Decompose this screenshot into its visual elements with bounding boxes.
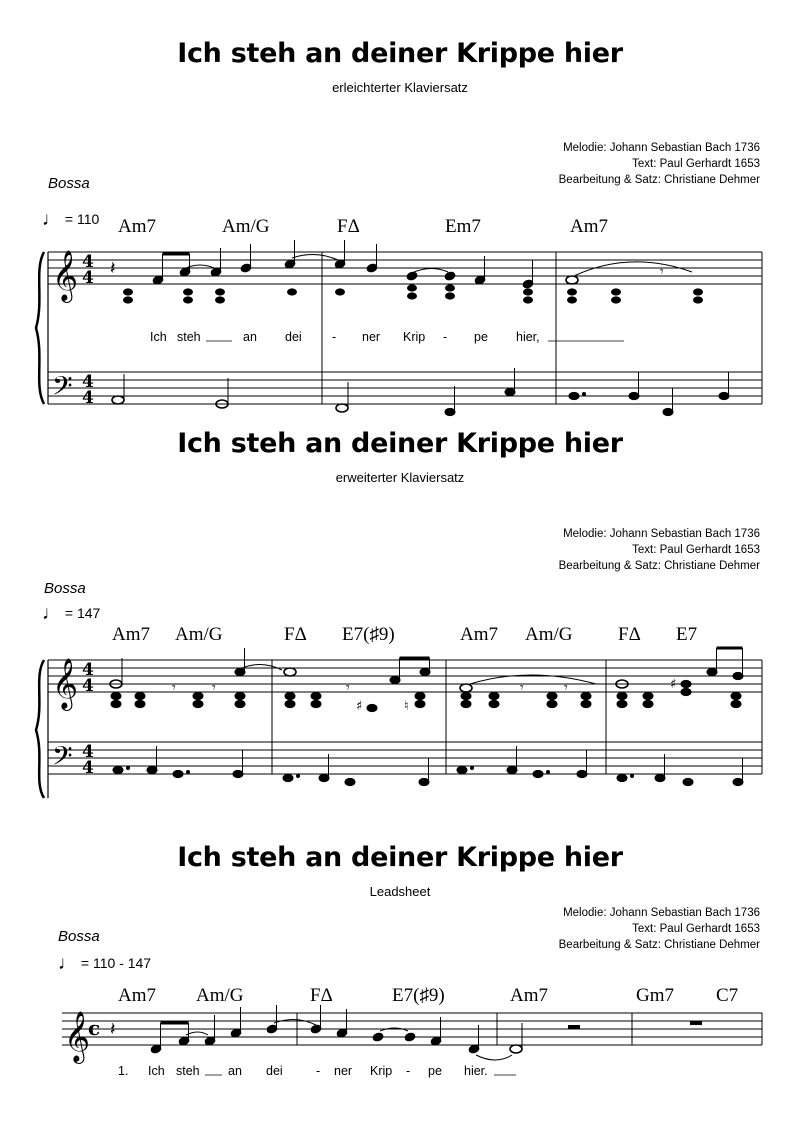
lyric-syllable: - bbox=[443, 330, 448, 344]
chord-symbol: FΔ bbox=[618, 624, 641, 645]
svg-text:4: 4 bbox=[82, 676, 94, 696]
lyric-syllable: hier. bbox=[464, 1064, 488, 1078]
chord-symbol: Gm7 bbox=[636, 985, 674, 1006]
accompaniment-chords bbox=[123, 284, 703, 303]
chord-symbol: E7(♯9) bbox=[392, 985, 445, 1006]
treble-notes bbox=[110, 240, 692, 289]
section3-tempo bbox=[58, 952, 151, 974]
chord-symbol: Am/G bbox=[222, 216, 270, 237]
quarter-note-icon: ♩ bbox=[42, 603, 61, 624]
section1-tempo-value: = 110 bbox=[64, 211, 100, 227]
verse-number: 1. bbox=[118, 1064, 129, 1078]
lyric-syllable: steh bbox=[176, 1064, 200, 1078]
lyric-syllable: Krip bbox=[370, 1064, 393, 1078]
section1-lyrics bbox=[150, 330, 624, 344]
lyric-syllable: ner bbox=[362, 330, 381, 344]
section1-subtitle: erleichterter Klaviersatz bbox=[332, 80, 468, 95]
credit-arrangement: Bearbeitung & Satz: Christiane Dehmer bbox=[558, 174, 760, 186]
lyric-syllable: dei bbox=[266, 1064, 283, 1078]
credit-arrangement: Bearbeitung & Satz: Christiane Dehmer bbox=[558, 939, 760, 951]
section2-title: Ich steh an deiner Krippe hier bbox=[177, 428, 623, 459]
credit-melody: Melodie: Johann Sebastian Bach 1736 bbox=[563, 528, 760, 540]
section3-tempo-value: = 110 - 147 bbox=[80, 955, 152, 971]
quarter-note-icon: ♩ bbox=[42, 209, 61, 230]
lyric-syllable: ner bbox=[334, 1064, 353, 1078]
svg-text:𝄾: 𝄾 bbox=[212, 680, 216, 696]
bass-notes bbox=[112, 368, 729, 416]
treble-clef-icon: 𝄞 bbox=[52, 250, 79, 301]
lyric-syllable: pe bbox=[428, 1064, 442, 1078]
svg-text:𝄾: 𝄾 bbox=[660, 264, 664, 280]
svg-text:𝄽: 𝄽 bbox=[110, 258, 116, 279]
time-signature bbox=[82, 660, 94, 778]
chord-symbol: E7 bbox=[676, 624, 698, 645]
section3-credits bbox=[559, 905, 760, 953]
lyric-syllable: Ich bbox=[148, 1064, 165, 1078]
lyric-syllable: - bbox=[406, 1064, 411, 1078]
svg-text:𝄾: 𝄾 bbox=[172, 680, 176, 696]
chord-symbol: FΔ bbox=[337, 216, 360, 237]
section2-subtitle: erweiterter Klaviersatz bbox=[335, 470, 465, 485]
svg-text:♯: ♯ bbox=[356, 699, 363, 714]
section3-lyrics bbox=[118, 1064, 516, 1078]
brace-icon bbox=[36, 252, 44, 404]
credit-arrangement: Bearbeitung & Satz: Christiane Dehmer bbox=[558, 560, 760, 572]
lyric-syllable: pe bbox=[474, 330, 488, 344]
lyric-syllable: steh bbox=[177, 330, 201, 344]
lyric-syllable: Krip bbox=[403, 330, 426, 344]
treble-clef-icon: 𝄞 bbox=[64, 1011, 91, 1062]
chord-symbol: Am7 bbox=[510, 985, 548, 1006]
section2-style: Bossa bbox=[44, 580, 86, 597]
lyric-syllable: an bbox=[243, 330, 257, 344]
section3-subtitle: Leadsheet bbox=[369, 884, 431, 899]
chord-symbol: C7 bbox=[716, 985, 739, 1006]
chord-symbol: Am/G bbox=[196, 985, 244, 1006]
quarter-note-icon: ♩ bbox=[58, 953, 77, 974]
section2-credits bbox=[559, 526, 760, 574]
svg-text:4: 4 bbox=[82, 742, 94, 762]
section2-tempo-value: = 147 bbox=[64, 605, 101, 621]
chord-symbol: Am7 bbox=[460, 624, 498, 645]
svg-text:4: 4 bbox=[82, 758, 94, 778]
section1-style: Bossa bbox=[48, 175, 90, 192]
chord-symbol: Am/G bbox=[175, 624, 223, 645]
section3-style: Bossa bbox=[58, 928, 100, 945]
svg-text:𝄾: 𝄾 bbox=[346, 680, 350, 696]
chord-symbol: Am/G bbox=[525, 624, 573, 645]
lyric-syllable: an bbox=[228, 1064, 242, 1078]
section1-piano-system bbox=[0, 210, 800, 410]
lyric-syllable: hier, bbox=[516, 330, 540, 344]
credit-text: Text: Paul Gerhardt 1653 bbox=[632, 544, 760, 556]
section1-credits bbox=[559, 140, 760, 188]
chord-symbol: Em7 bbox=[445, 216, 481, 237]
chord-symbol: Am7 bbox=[118, 216, 156, 237]
time-signature bbox=[82, 252, 94, 408]
svg-text:𝄾: 𝄾 bbox=[564, 680, 568, 696]
svg-text:♮: ♮ bbox=[404, 699, 409, 714]
svg-text:♯: ♯ bbox=[670, 677, 677, 692]
treble-clef-icon: 𝄞 bbox=[52, 658, 79, 709]
chord-symbol: FΔ bbox=[310, 985, 333, 1006]
bass-staff bbox=[48, 372, 762, 404]
svg-text:4: 4 bbox=[82, 252, 94, 272]
bass-clef-icon: 𝄢 bbox=[52, 740, 73, 778]
treble-staff bbox=[48, 660, 762, 692]
section2-piano-system bbox=[0, 618, 800, 798]
chord-symbol: FΔ bbox=[284, 624, 307, 645]
credit-text: Text: Paul Gerhardt 1653 bbox=[632, 923, 760, 935]
section1-title: Ich steh an deiner Krippe hier bbox=[177, 38, 623, 69]
bass-clef-icon: 𝄢 bbox=[52, 370, 73, 408]
treble-notes bbox=[110, 648, 743, 714]
credit-text: Text: Paul Gerhardt 1653 bbox=[632, 158, 760, 170]
svg-text:4: 4 bbox=[82, 372, 94, 392]
credit-melody: Melodie: Johann Sebastian Bach 1736 bbox=[563, 907, 760, 919]
chord-symbol: Am7 bbox=[118, 985, 156, 1006]
chord-symbol: Am7 bbox=[112, 624, 150, 645]
lyric-syllable: - bbox=[332, 330, 337, 344]
section3-leadsheet-system bbox=[0, 975, 800, 1085]
section3-title: Ich steh an deiner Krippe hier bbox=[177, 842, 623, 873]
common-time-icon: c bbox=[88, 1016, 101, 1040]
svg-text:4: 4 bbox=[82, 388, 94, 408]
chord-symbol: Am7 bbox=[570, 216, 608, 237]
lyric-syllable: dei bbox=[285, 330, 302, 344]
credit-melody: Melodie: Johann Sebastian Bach 1736 bbox=[563, 142, 760, 154]
brace-icon bbox=[36, 660, 44, 798]
svg-text:𝄾: 𝄾 bbox=[520, 680, 524, 696]
chord-symbol: E7(♯9) bbox=[342, 624, 395, 645]
lyric-syllable: Ich bbox=[150, 330, 167, 344]
lyric-syllable: - bbox=[316, 1064, 321, 1078]
svg-text:𝄽: 𝄽 bbox=[110, 1019, 116, 1040]
svg-text:4: 4 bbox=[82, 268, 94, 288]
svg-text:4: 4 bbox=[82, 660, 94, 680]
